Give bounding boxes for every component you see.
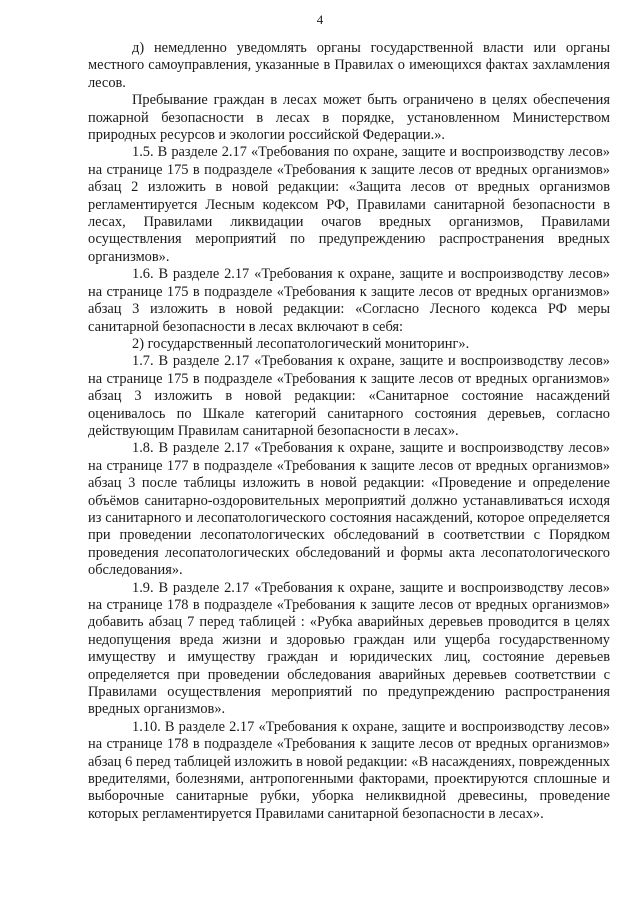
document-body: [88, 40, 610, 823]
page-number: 4: [316, 12, 324, 27]
paragraph-1-8: 1.8. В разделе 2.17 «Требования к охране, защите и воспроизводству лесов» на странице 177 в подразделе «Требования к защите лесов от вредных организмов» абзац 3 после таблицы изложить в новой редакции: «Проведение и определение объёмов санитарно-оздоровительных мероприятий должно устанавливаться исходя из санитарного и лесопатологического состояния насаждений, которое определяется при проведении лесопатологических обследований в соответствии с Порядком проведения лесопатологических обследований и формы акта лесопатологического обследования».: [88, 440, 610, 579]
paragraph-1-10: 1.10. В разделе 2.17 «Требования к охране, защите и воспроизводству лесов» на странице 178 в подразделе «Требования к защите лесов от вредных организмов» абзац 6 перед таблицей изложить в новой редакции: «В насаждениях, поврежденных вредителями, болезнями, антропогенными факторами, проектируются сплошные и выборочные санитарные рубки, уборка неликвидной древесины, проведение которых регламентируется Правилами санитарной безопасности в лесах».: [88, 718, 610, 822]
paragraph-monitoring: 2) государственный лесопатологический мониторинг».: [132, 335, 470, 352]
paragraph-1-5: 1.5. В разделе 2.17 «Требования по охране, защите и воспроизводству лесов» на странице 175 в подразделе «Требования к защите лесов от вредных организмов» абзац 2 изложить в новой редакции: «Защита лесов от вредных организмов регламентируется Лесным кодексом РФ, Правилами санитарной безопасности в лесах, Правилами ликвидации очагов вредных организмов, Правилами осуществления мероприятий по предупреждению распространения вредных организмов».: [88, 144, 610, 265]
paragraph-stay-restriction: Пребывание граждан в лесах может быть ограничено в целях обеспечения пожарной безопасности в лесах в порядке, установленном Министерством природных ресурсов и экологии российской Федерации.».: [88, 92, 610, 144]
paragraph-1-7: 1.7. В разделе 2.17 «Требования к охране, защите и воспроизводству лесов» на странице 175 в подразделе «Требования к защите лесов от вредных организмов» абзац 3 изложить в новой редакции: «Санитарное состояние насаждений оценивалось по Шкале категорий санитарного состояния деревьев, согласно действующим Правилам санитарной безопасности в лесах».: [88, 353, 610, 439]
paragraph-1-6: 1.6. В разделе 2.17 «Требования к охране, защите и воспроизводству лесов» на странице 175 в подразделе «Требования к защите лесов от вредных организмов» абзац 3 изложить в новой редакции: «Согласно Лесного кодекса РФ меры санитарной безопасности в лесах включают в себя:: [88, 266, 610, 335]
paragraph-1-9: 1.9. В разделе 2.17 «Требования к охране, защите и воспроизводству лесов» на странице 178 в подразделе «Требования к защите лесов от вредных организмов» добавить абзац 7 перед таблицей : «Рубка аварийных деревьев проводится в целях недопущения вреда жизни и здоровью граждан или ущерба государственному имуществу и имуществу граждан и юридических лиц, состояние деревьев определяется при проведении обследования аварийных деревьев соответствии с Правилами осуществления мероприятий по предупреждению распространения вредных организмов».: [88, 579, 610, 718]
paragraph-item-d: д) немедленно уведомлять органы государственной власти или органы местного самоуправления, указанные в Правилах о имеющихся фактах захламления лесов.: [88, 40, 610, 91]
